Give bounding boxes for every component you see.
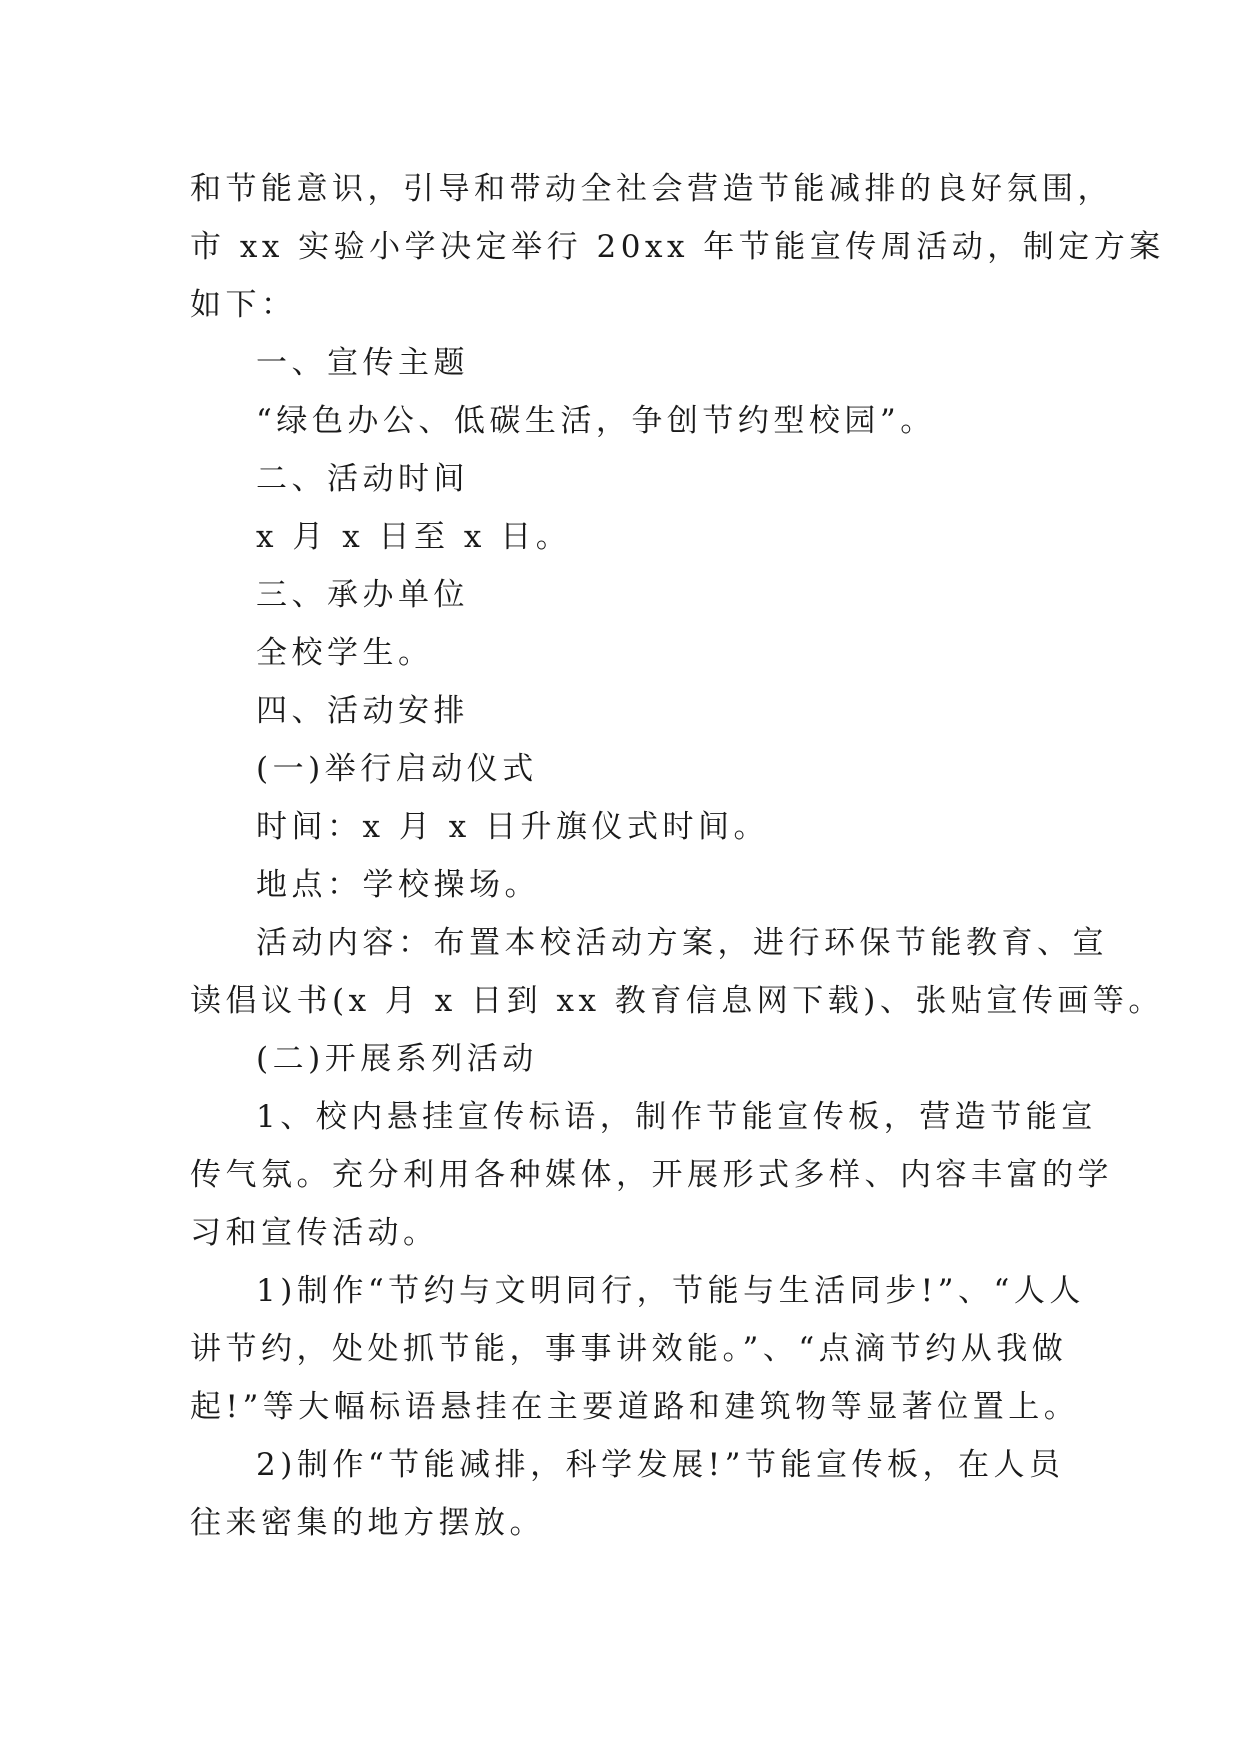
text-line: x 月 x 日至 x 日。	[256, 519, 572, 555]
text-line: 2)制作“节能减排，科学发展!”节能宣传板，在人员	[256, 1447, 1065, 1483]
text-line: 讲节约，处处抓节能，事事讲效能。”、“点滴节约从我做	[190, 1331, 1068, 1367]
text-line: 读倡议书(x 月 x 日到 xx 教育信息网下载)、张贴宣传画等。	[190, 983, 1164, 1019]
text-line: 一、宣传主题	[256, 345, 469, 381]
text-line: 习和宣传活动。	[190, 1215, 439, 1251]
text-line: 全校学生。	[256, 635, 434, 671]
text-line: 地点：学校操场。	[256, 867, 540, 903]
text-line: 往来密集的地方摆放。	[190, 1505, 545, 1541]
text-line: (一)举行启动仪式	[256, 751, 538, 787]
text-line: 二、活动时间	[256, 461, 469, 497]
text-line: (二)开展系列活动	[256, 1041, 538, 1077]
text-line: 三、承办单位	[256, 577, 469, 613]
text-line: 起!”等大幅标语悬挂在主要道路和建筑物等显著位置上。	[190, 1389, 1080, 1425]
text-line: 传气氛。充分利用各种媒体，开展形式多样、内容丰富的学	[190, 1157, 1113, 1193]
text-line: 四、活动安排	[256, 693, 469, 729]
text-line: 时间：x 月 x 日升旗仪式时间。	[256, 809, 770, 845]
text-line: 1、校内悬挂宣传标语，制作节能宣传板，营造节能宣	[256, 1099, 1097, 1135]
document-body	[190, 160, 1165, 1552]
text-line: 如下：	[190, 287, 297, 323]
text-line: “绿色办公、低碳生活，争创节约型校园”。	[256, 403, 936, 439]
text-line: 和节能意识，引导和带动全社会营造节能减排的良好氛围，	[190, 171, 1113, 207]
text-line: 活动内容：布置本校活动方案，进行环保节能教育、宣	[256, 925, 1108, 961]
text-line: 市 xx 实验小学决定举行 20xx 年节能宣传周活动，制定方案	[190, 229, 1165, 265]
text-line: 1)制作“节约与文明同行，节能与生活同步!”、“人人	[256, 1273, 1085, 1309]
